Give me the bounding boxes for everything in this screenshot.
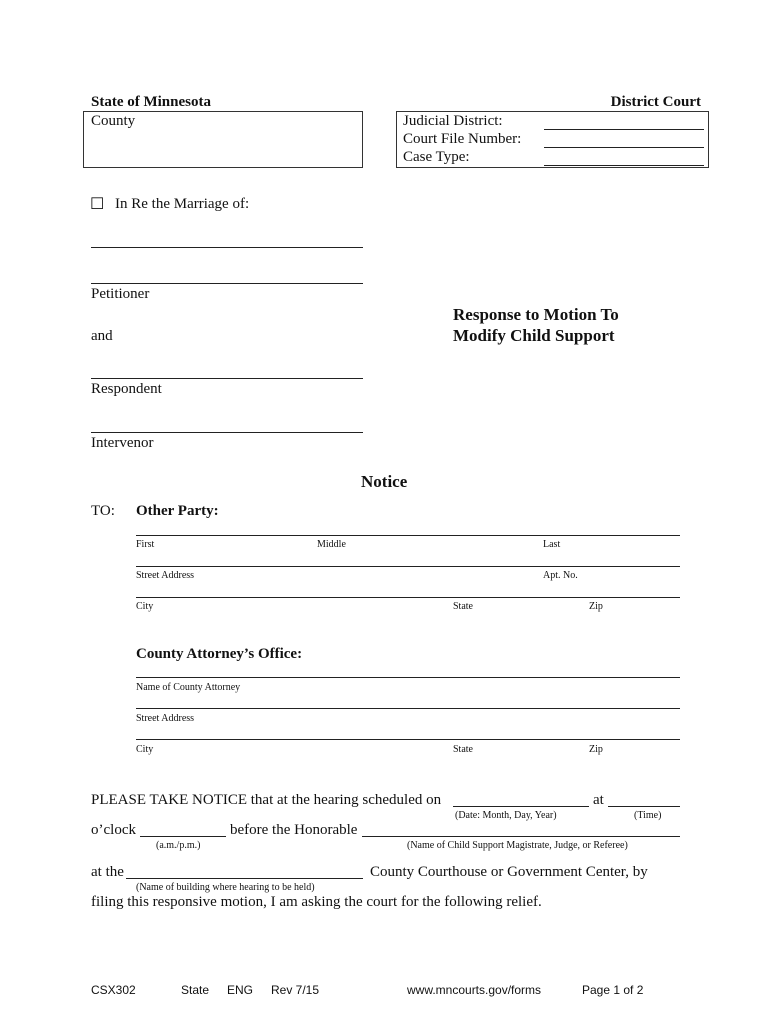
city-label-2: City bbox=[136, 744, 154, 755]
party-name-line-2[interactable] bbox=[91, 283, 363, 284]
last-label: Last bbox=[543, 539, 561, 550]
apt-no-label: Apt. No. bbox=[543, 570, 578, 581]
footer-rev: Rev 7/15 bbox=[271, 983, 320, 997]
title-line-2: Modify Child Support bbox=[453, 326, 615, 345]
street-address-label-2: Street Address bbox=[136, 713, 195, 724]
ampm-hint: (a.m./p.m.) bbox=[156, 840, 201, 851]
other-party-name-line[interactable] bbox=[136, 535, 680, 536]
judicial-district-label: Judicial District: bbox=[403, 113, 503, 129]
at-label: at bbox=[593, 792, 604, 808]
court-file-number-label: Court File Number: bbox=[403, 131, 522, 147]
date-hint: (Date: Month, Day, Year) bbox=[455, 810, 557, 821]
other-party-city-line[interactable] bbox=[136, 597, 680, 598]
footer-lang: ENG bbox=[227, 983, 254, 997]
and-label: and bbox=[91, 328, 113, 344]
other-party-heading: Other Party: bbox=[136, 503, 219, 519]
petitioner-label: Petitioner bbox=[91, 286, 150, 302]
footer-page: Page 1 of 2 bbox=[582, 983, 644, 997]
judicial-officer-hint: (Name of Child Support Magistrate, Judge, or Referee) bbox=[407, 840, 628, 851]
county-attorney-address-line[interactable] bbox=[136, 708, 680, 709]
respondent-label: Respondent bbox=[91, 381, 162, 397]
street-address-label: Street Address bbox=[136, 570, 195, 581]
court-file-number-field[interactable] bbox=[544, 147, 704, 148]
case-type-field[interactable] bbox=[544, 165, 704, 166]
county-attorney-heading: County Attorney’s Office: bbox=[136, 646, 303, 662]
county-box[interactable] bbox=[83, 111, 363, 168]
respondent-line[interactable] bbox=[91, 378, 363, 379]
party-name-line-1[interactable] bbox=[91, 247, 363, 248]
marriage-label: In Re the Marriage of: bbox=[115, 196, 250, 212]
case-info-box bbox=[396, 111, 709, 168]
city-label: City bbox=[136, 601, 154, 612]
zip-label-2: Zip bbox=[589, 744, 603, 755]
notice-heading: Notice bbox=[361, 472, 408, 491]
state-label: State of Minnesota bbox=[91, 94, 211, 110]
before-honorable-label: before the Honorable bbox=[230, 822, 358, 838]
judicial-officer-field[interactable] bbox=[362, 836, 680, 837]
county-attorney-name-line[interactable] bbox=[136, 677, 680, 678]
building-field[interactable] bbox=[126, 878, 363, 879]
oclock-label: o’clock bbox=[91, 822, 136, 838]
court-label: District Court bbox=[610, 94, 701, 110]
county-label: County bbox=[91, 113, 136, 129]
at-the-label: at the bbox=[91, 864, 124, 880]
county-attorney-city-line[interactable] bbox=[136, 739, 680, 740]
state-field-label: State bbox=[453, 601, 473, 612]
footer-url[interactable]: www.mncourts.gov/forms bbox=[407, 983, 542, 997]
filing-text: filing this responsive motion, I am asking the court for the following relief. bbox=[91, 894, 542, 910]
zip-label: Zip bbox=[589, 601, 603, 612]
middle-label: Middle bbox=[317, 539, 346, 550]
marriage-checkbox[interactable]: ☐ bbox=[90, 196, 105, 213]
form-id: CSX302 bbox=[91, 983, 136, 997]
please-take-notice-text: PLEASE TAKE NOTICE that at the hearing scheduled on bbox=[91, 792, 442, 808]
judicial-district-field[interactable] bbox=[544, 129, 704, 130]
building-hint: (Name of building where hearing to be held) bbox=[136, 882, 315, 893]
footer-state: State bbox=[181, 983, 210, 997]
first-label: First bbox=[136, 539, 155, 550]
county-attorney-name-label: Name of County Attorney bbox=[136, 682, 241, 693]
case-type-label: Case Type: bbox=[403, 149, 470, 165]
other-party-address-line[interactable] bbox=[136, 566, 680, 567]
time-hint: (Time) bbox=[634, 810, 662, 821]
intervenor-line[interactable] bbox=[91, 432, 363, 433]
intervenor-label: Intervenor bbox=[91, 435, 154, 451]
hearing-date-field[interactable] bbox=[453, 806, 589, 807]
hearing-time-field[interactable] bbox=[608, 806, 680, 807]
state-field-label-2: State bbox=[453, 744, 473, 755]
county-courthouse-text: County Courthouse or Government Center, by bbox=[370, 864, 648, 880]
to-label: TO: bbox=[91, 503, 115, 519]
title-line-1: Response to Motion To bbox=[453, 305, 619, 324]
ampm-field[interactable] bbox=[140, 836, 226, 837]
